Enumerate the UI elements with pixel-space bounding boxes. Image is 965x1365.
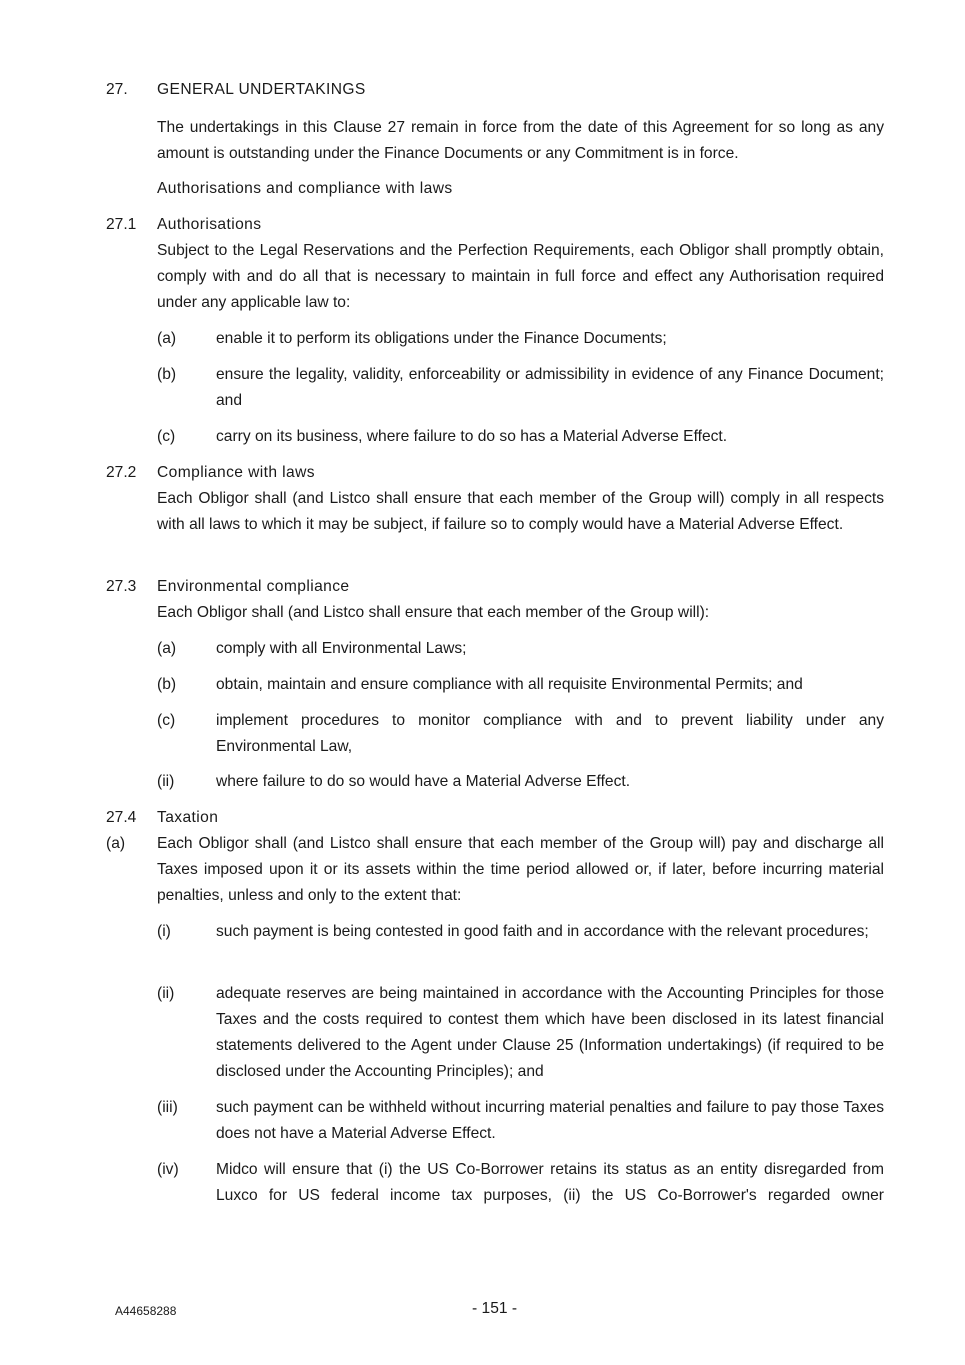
section-text: Each Obligor shall (and Listco shall ensure that each member of the Group will) comply in all respects with all laws to which it may be subject, if failure so to comply would have a Material Adverse Effect.: [157, 490, 884, 533]
item-label: (a): [157, 640, 177, 657]
section-text: Subject to the Legal Reservations and the Perfection Requirements, each Obligor shall promptly obtain, comply with and do all that is necessary to maintain in full force and effect any Authorisation required under any applicable law to:: [157, 242, 884, 311]
item-text: such payment is being contested in good faith and in accordance with the relevant procedures;: [216, 923, 869, 940]
item-label: (iv): [157, 1161, 179, 1178]
item-label: (c): [157, 428, 176, 445]
clause-title: GENERAL UNDERTAKINGS: [157, 81, 366, 98]
item-label: (iii): [157, 1099, 178, 1116]
item-label: (b): [157, 676, 177, 693]
section-title: Taxation: [157, 809, 219, 826]
section-title: Environmental compliance: [157, 578, 350, 595]
section-title: Authorisations: [157, 216, 262, 233]
item-label: (a): [157, 330, 177, 347]
item-label: (a): [106, 835, 126, 852]
item-text: carry on its business, where failure to do so has a Material Adverse Effect.: [216, 428, 728, 445]
item-text: Midco will ensure that (i) the US Co-Borrower retains its status as an entity disregarded from Luxco for US federal income tax purposes, (ii) the US Co-Borrower's regarded owner: [216, 1161, 884, 1204]
item-label: (ii): [157, 773, 175, 790]
section-number: 27.3: [106, 578, 137, 595]
section-text: Each Obligor shall (and Listco shall ensure that each member of the Group will) pay and discharge all Taxes imposed upon it or its assets within the time period allowed or, if later, before incurring material penalties, unless and only to the extent that:: [157, 835, 884, 904]
section-number: 27.2: [106, 464, 137, 481]
page-number: - 151 -: [472, 1300, 518, 1317]
intro-paragraph: The undertakings in this Clause 27 remain in force from the date of this Agreement for so long as any amount is outstanding under the Finance Documents or any Commitment is in force.: [157, 119, 884, 162]
item-label: (b): [157, 366, 177, 383]
item-text: obtain, maintain and ensure compliance with all requisite Environmental Permits; and: [216, 676, 803, 693]
item-label: (i): [157, 923, 171, 940]
section-text: Each Obligor shall (and Listco shall ensure that each member of the Group will):: [157, 604, 710, 621]
document-id: A44658288: [115, 1304, 177, 1318]
item-label: (c): [157, 712, 176, 729]
item-text: enable it to perform its obligations under the Finance Documents;: [216, 330, 667, 347]
section-number: 27.1: [106, 216, 137, 233]
clause-number: 27.: [106, 81, 128, 98]
item-text: adequate reserves are being maintained in accordance with the Accounting Principles for those Taxes and the costs required to contest them which have been disclosed in its latest financial statements delivered to the Agent under Clause 25 (Information undertakings) (if required to be disclosed under the Accounting Principles); and: [216, 985, 884, 1080]
item-text: implement procedures to monitor compliance with and to prevent liability under any Environmental Law,: [216, 712, 884, 755]
item-text: where failure to do so would have a Material Adverse Effect.: [216, 773, 631, 790]
item-label: (ii): [157, 985, 175, 1002]
item-text: comply with all Environmental Laws;: [216, 640, 467, 657]
item-text: ensure the legality, validity, enforceability or admissibility in evidence of any Finance Document; and: [216, 366, 884, 409]
subheading: Authorisations and compliance with laws: [157, 180, 453, 197]
item-text: such payment can be withheld without incurring material penalties and failure to pay those Taxes does not have a Material Adverse Effect.: [216, 1099, 884, 1142]
section-number: 27.4: [106, 809, 137, 826]
section-title: Compliance with laws: [157, 464, 315, 481]
